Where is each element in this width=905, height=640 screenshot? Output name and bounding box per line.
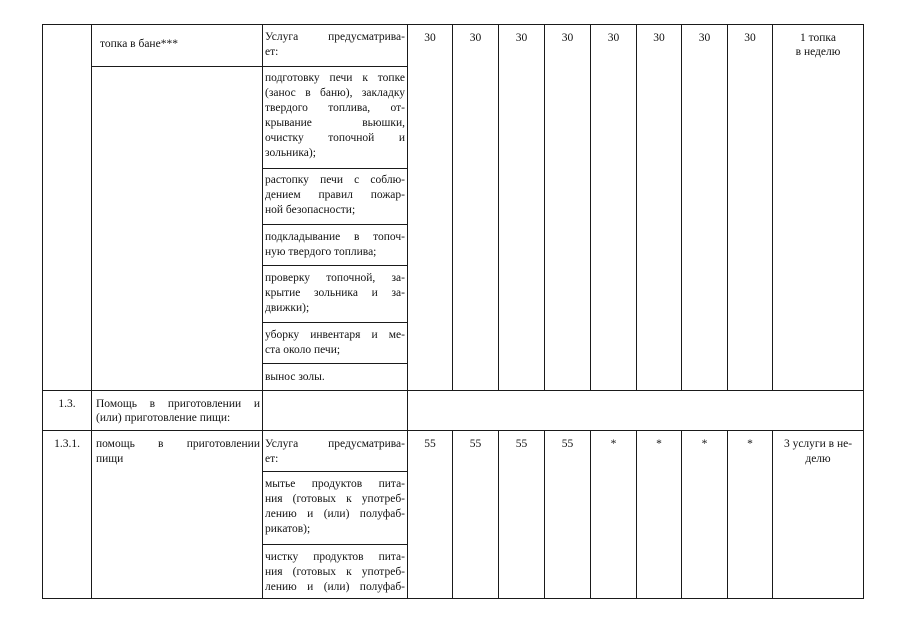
text-line: вынос золы. (265, 371, 325, 383)
text-line: (или) приготовление пищи: (96, 412, 231, 424)
value-cell-r3-1: 55 (424, 438, 436, 450)
text-line: помощь в приготовлении (96, 438, 260, 450)
value-cell-r1-8: 30 (744, 32, 756, 44)
text-line: рикатов); (265, 523, 311, 535)
col-sep-v4b (590, 430, 591, 599)
text-line: ной безопасности; (265, 204, 356, 216)
table-border-top (42, 24, 864, 25)
row-sep-desc-1 (262, 66, 408, 67)
value-cell-r1-4: 30 (561, 32, 574, 44)
text-line: проверку топочной, за- (265, 272, 405, 284)
col-sep-v5 (636, 24, 637, 390)
row-number-1-3: 1.3. (58, 398, 76, 410)
value-cell-r3-2: 55 (469, 438, 482, 450)
row-sep-desc-3 (262, 224, 408, 225)
col-sep-v4 (590, 24, 591, 390)
text-line: подготовку печи к топке (265, 72, 405, 84)
text-line: мытье продуктов пита- (265, 478, 405, 490)
col-sep-number (91, 24, 92, 599)
text-line: ния (готовых к употреб- (265, 566, 405, 578)
col-sep-v7 (727, 24, 728, 390)
text-line: ста около печи; (265, 344, 341, 356)
text-line: дением правил пожар- (265, 189, 405, 201)
col-sep-v7b (727, 430, 728, 599)
value-cell-r3-8: * (747, 438, 753, 450)
text-line: Помощь в приготовлении и (96, 398, 260, 410)
row-sep-1-3-bottom (42, 430, 864, 431)
row-sep-desc-6 (262, 363, 408, 364)
row-sep-1-3-top (42, 390, 864, 391)
text-line: твердого топлива, от- (265, 102, 405, 114)
value-cell-r1-2: 30 (469, 32, 482, 44)
value-cell-r3-3: 55 (515, 438, 528, 450)
col-sep-v6 (681, 24, 682, 390)
text-line: лению и (или) полуфаб- (265, 508, 405, 520)
col-sep-name (262, 24, 263, 599)
frequency-r3-line1: 3 услуги в не- (783, 438, 853, 450)
value-cell-r1-5: 30 (607, 32, 620, 44)
value-cell-r3-6: * (656, 438, 662, 450)
text-line: ет: (265, 46, 279, 58)
text-line: ет: (265, 453, 279, 465)
col-sep-v3b (544, 430, 545, 599)
col-sep-v2 (498, 24, 499, 390)
value-cell-r3-7: * (701, 438, 708, 450)
value-cell-r1-7: 30 (698, 32, 711, 44)
value-cell-r3-5: * (610, 438, 617, 450)
col-sep-v1b (452, 430, 453, 599)
row-sep-desc-4 (262, 265, 408, 266)
row-sep-desc-5 (262, 322, 408, 323)
text-line: очистку топочной и (265, 132, 405, 144)
value-cell-r1-1: 30 (424, 32, 436, 44)
text-line: ния (готовых к употреб- (265, 493, 405, 505)
text-line: Услуга предусматрива- (265, 31, 405, 43)
text-line: пищи (96, 453, 124, 465)
table-border-bottom (42, 598, 864, 599)
table-border-right (863, 24, 864, 599)
text-line: движки); (265, 302, 310, 314)
col-sep-v2b (498, 430, 499, 599)
frequency-r1-line1: 1 топка (800, 32, 836, 44)
service-name-bath-stove: топка в бане*** (100, 38, 178, 50)
text-line: зольника); (265, 147, 316, 159)
col-sep-desc (407, 24, 408, 599)
text-line: (занос в баню), закладку (265, 87, 405, 99)
row-sep-desc-7 (262, 471, 408, 472)
col-sep-v3 (544, 24, 545, 390)
text-line: подкладывание в топоч- (265, 231, 405, 243)
row-number-1-3-1: 1.3.1. (54, 438, 80, 450)
text-line: уборку инвентаря и ме- (265, 329, 405, 341)
value-cell-r1-6: 30 (653, 32, 665, 44)
text-line: лению и (или) полуфаб- (265, 581, 405, 593)
value-cell-r3-4: 55 (561, 438, 574, 450)
text-line: растопку печи с соблю- (265, 174, 405, 186)
col-sep-v8 (772, 24, 773, 390)
text-line: крытие зольника и за- (265, 287, 405, 299)
frequency-r1-line2: в неделю (795, 46, 841, 58)
table-border-left (42, 24, 43, 599)
value-cell-r1-3: 30 (515, 32, 528, 44)
text-line: чистку продуктов пита- (265, 551, 405, 563)
text-line: ную твердого топлива; (265, 246, 377, 258)
col-sep-v6b (681, 430, 682, 599)
text-line: крывание вьюшки, (265, 117, 405, 129)
row-sep-desc-8 (262, 544, 408, 545)
col-sep-v5b (636, 430, 637, 599)
row-sep-desc-2 (262, 168, 408, 169)
frequency-r3-line2: делю (805, 453, 831, 465)
row-sep-name-r1 (91, 66, 263, 67)
text-line: Услуга предусматрива- (265, 438, 405, 450)
col-sep-v1 (452, 24, 453, 390)
